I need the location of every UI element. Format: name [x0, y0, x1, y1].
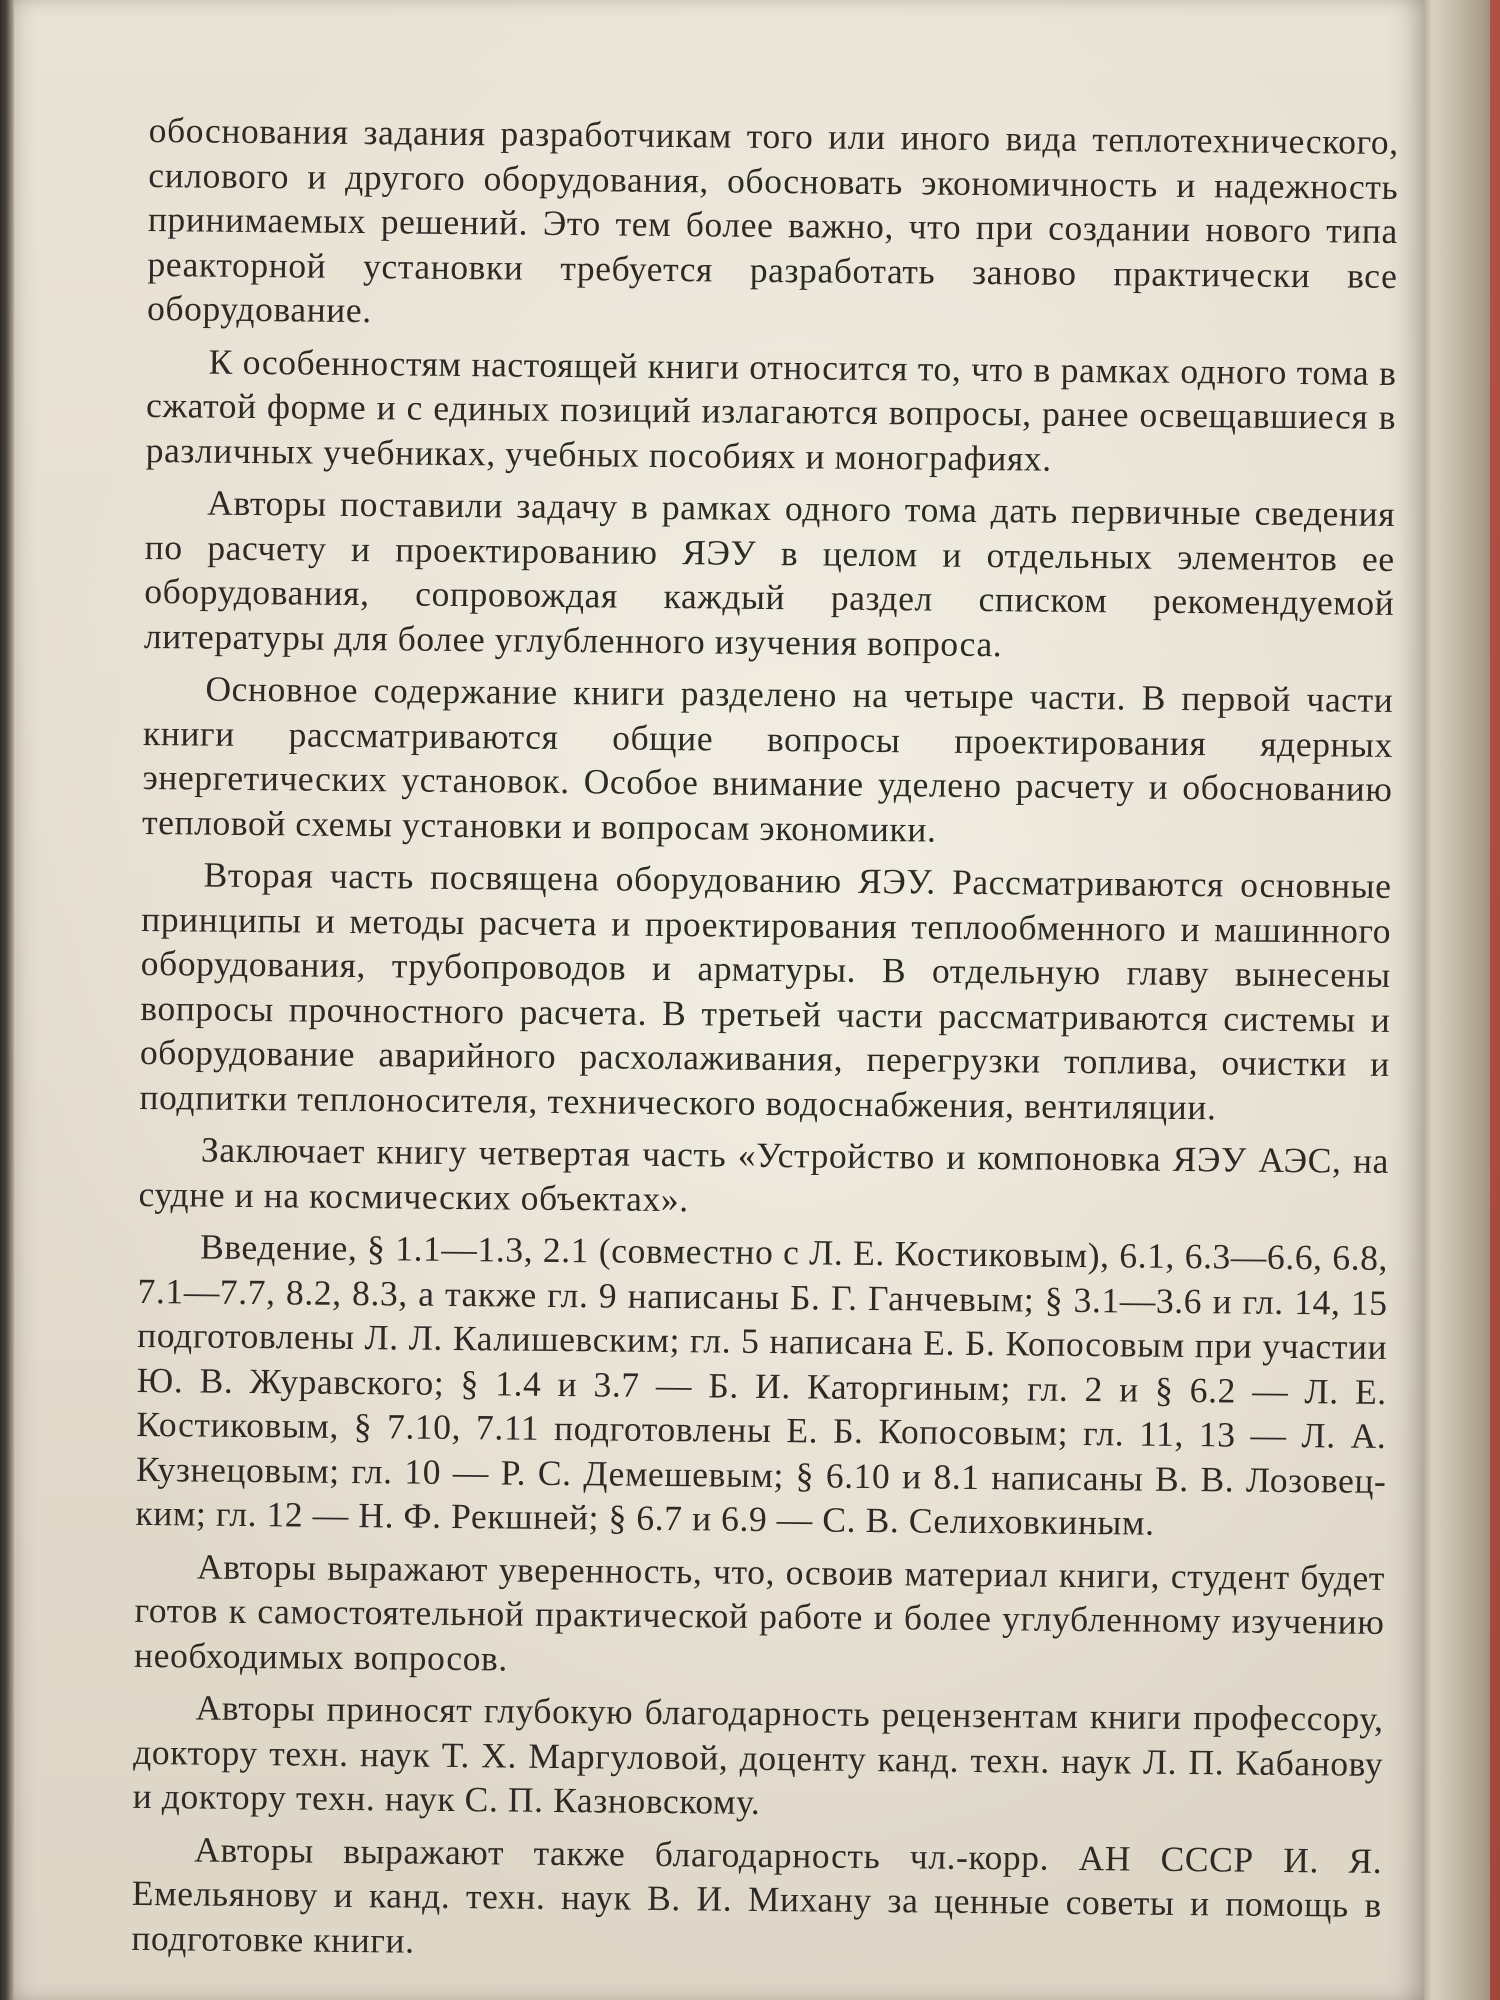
- paragraph-4: Основное содержание книги разделено на четыре части. В первой части книги рассматриваются общие вопросы проектирования ядерных энергетических установок. Особое внимание уделено расчету и обоснованию тепловой схемы установки и вопросам экономики.: [141, 668, 1394, 850]
- paragraph-8: Авторы выражают уверенность, что, освоив материал книги, студент будет готов к самостоятельной практической работе и более углубленному изучению необходимых вопросов.: [133, 1546, 1386, 1679]
- page-stack-edge: [1424, 0, 1500, 2000]
- book-cover-edge: [1490, 0, 1500, 2000]
- body-text: [131, 108, 1399, 1980]
- book-page: [14, 0, 1424, 2000]
- paragraph-10: Авторы выражают также благодарность чл.-корр. АН СССР И. Я. Емельянову и канд. техн. наук В. И. Михану за ценные советы и помощь в подготовке книги.: [131, 1829, 1383, 1961]
- paragraph-9: Авторы приносят глубокую благодарность рецензентам книги профессору, доктору техн. наук Т. Х. Маргуловой, доценту канд. техн. наук Л. П. Кабанову и доктору техн. наук С. П. Казновскому.: [132, 1687, 1384, 1822]
- paragraph-5: Вторая часть посвящена оборудованию ЯЭУ. Рассматриваются основные принципы и методы расчета и проектирования теплообменного и машинного оборудования, трубопроводов и арматуры. В отдельную главу вынесены вопросы прочностного расчета. В третьей части рассматриваются системы и оборудование аварийного расхолаживания, перегрузки топлива, очистки и подпитки теплоносителя, технического водоснабжения, вентиляции.: [139, 854, 1392, 1127]
- paragraph-6: Заключает книгу четвертая часть «Устройство и компоновка ЯЭУ АЭС, на судне и на космических объектах».: [138, 1129, 1390, 1219]
- paragraph-1: обоснования задания разработчикам того или иного вида теплотехнического, силового и другого оборудования, обосновать экономичность и надежность принимаемых решений. Это тем более важно, что при создании нового типа реакторной установки требуется разработать заново практически все оборудование.: [146, 109, 1399, 331]
- paragraph-3: Авторы поставили задачу в рамках одного тома дать первичные сведения по расчету и проектированию ЯЭУ в целом и отдельных элементов ее оборудования, сопровождая каждый раздел списком рекомендуемой литературы для более углубленного изучения вопроса.: [143, 482, 1396, 664]
- paragraph-2: К особенностям настоящей книги относится то, что в рамках одного тома в сжатой форме и с единых позиций излагаются вопросы, ранее освещавшиеся в различных учебниках, учебных пособиях и монографиях.: [145, 341, 1397, 479]
- paragraph-7: Введение, § 1.1—1.3, 2.1 (совместно с Л. Е. Костиковым), 6.1, 6.3—6.6, 6.8, 7.1—7.7, 8.2, 8.3, а также гл. 9 написаны Б. Г. Ганчевым; § 3.1—3.6 и гл. 14, 15 подготовлены Л. Л. Калишевским; гл. 5 написана Е. Б. Копосовым при участии Ю. В. Журавского; § 1.4 и 3.7 — Б. И. Каторгиным; гл. 2 и § 6.2 — Л. Е. Костиковым, § 7.10, 7.11 подготовлены Е. Б. Копосовым; гл. 11, 13 — Л. А. Кузнецовым; гл. 10 — Р. С. Демешевым; § 6.10 и 8.1 написаны В. В. Лозовецким; гл. 12 — Н. Ф. Рекшней; § 6.7 и 6.9 — С. В. Селиховкиным.: [135, 1226, 1389, 1543]
